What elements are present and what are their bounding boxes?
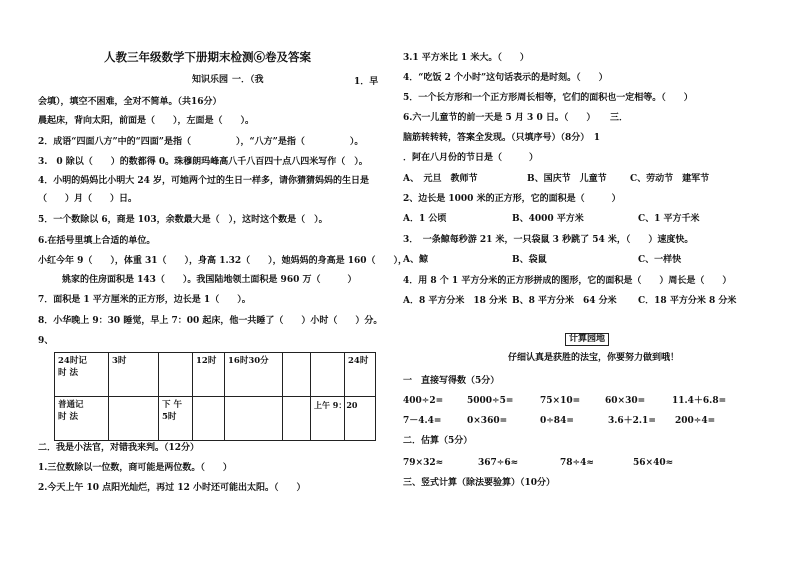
judge-4: 4．“吃饭 2 个小时”这句话表示的是时刻。（ ） [403,73,608,83]
q1-number: 1．早 [354,77,379,87]
table-cell[interactable] [159,353,193,397]
q1-line2: 晨起床，背向太阳，前面是（ ），左面是（ ）。 [38,116,255,126]
estimate-title: 二．估算（5分） [403,436,473,446]
direct-answer-item: 7－4.4= [403,416,442,426]
question-6-a: 小红今年 9（ ），体重 31（ ），身高 1.32（ ），她妈妈的身高是 160（ ）， [38,256,408,266]
section3-number: 三． [610,113,629,123]
question-9: 9、 [38,336,54,346]
question-4-a: 4．小明的妈妈比小明大 24 岁，可她两个过的生日一样多，请你猜猜妈妈的生日是 [38,176,370,186]
direct-answer-item: 0÷84= [540,416,574,426]
table-cell[interactable] [283,353,311,397]
question-2: 2．成语“四面八方”中的“四面”是指（ ），“八方”是指（ ）。 [38,137,364,147]
question-6-b: 姚家的住房面积是 143（ ）。我国陆地领土面积是 960 万（ ） [62,275,357,285]
question-3: 3. 0 除以（ ）的数都得 0。珠穆朗玛峰高八千八百四十点八四米写作（ ）。 [38,157,368,167]
table-row [55,397,376,441]
table-cell[interactable]: 16时30分 [225,353,283,397]
estimate-item: 367÷6≈ [478,458,519,468]
table-cell[interactable]: 上午 9：20 [311,397,345,441]
table-cell[interactable] [283,397,311,441]
choice-4: 4．用 8 个 1 平方分米的正方形拼成的图形，它的面积是（ ）周长是（ ） [403,276,732,286]
estimate-item: 56×40≈ [633,458,674,468]
question-5: 5．一个数除以 6，商是 103，余数最大是（ ），这时这个数是（ ）。 [38,215,328,225]
direct-answer-item: 3.6＋2.1= [608,416,656,426]
table-cell[interactable] [109,397,159,441]
choice-2-option-b[interactable]: B、4000 平方米 [512,214,584,224]
choice-2: 2、边长是 1000 米的正方形，它的面积是（ ） [403,194,621,204]
vertical-calc-title: 三、竖式计算（除法要验算）（10分） [403,478,556,488]
direct-answer-item: 11.4＋6.8= [672,396,727,406]
page-title: 人教三年级数学下册期末检测⑥卷及答案 [104,50,311,64]
section1-intro-2: 会填），填空不困难，全对不简单。（共16分） [38,97,222,107]
table-cell[interactable]: 3时 [109,353,159,397]
estimate-item: 78÷4≈ [560,458,594,468]
section1-title: 知识乐园 [192,75,229,85]
direct-answer-title: 一 直接写得数（5分） [403,376,500,386]
choice-1-option-c[interactable]: C、劳动节 建军节 [630,174,710,184]
choice-1: ．阿在八月份的节日是（ ） [403,153,539,163]
choice-4-option-b[interactable]: B、8 平方分米 64 分米 [512,296,617,306]
direct-answer-item: 60×30= [605,396,646,406]
calc-subtitle: 仔细认真是获胜的法宝，你要努力做到哦！ [508,353,680,363]
judge-6: 6.六一儿童节的前一天是 5 月 3 0 日。（ ） [403,113,596,123]
judge-3: 3.1 平方米比 1 米大。（ ） [403,53,529,63]
table-cell[interactable]: 下 午 5时 [159,397,193,441]
judge-5: 5．一个长方形和一个正方形周长相等，它们的面积也一定相等。（ ） [403,93,693,103]
choice-1-option-a[interactable]: A、 元旦 教师节 [403,174,478,184]
choice-2-option-c[interactable]: C、1 平方千米 [638,214,700,224]
table-cell[interactable] [225,397,283,441]
direct-answer-item: 200÷4= [675,416,716,426]
judge-2: 2.今天上午 10 点阳光灿烂，再过 12 小时还可能出太阳。（ ） [38,483,306,493]
question-6: 6.在括号里填上合适的单位。 [38,236,156,246]
direct-answer-item: 75×10= [540,396,581,406]
table-cell[interactable] [193,397,225,441]
choice-3-option-b[interactable]: B、袋鼠 [512,255,547,265]
table-cell: 普通记 时 法 [55,397,109,441]
section3-title: 脑筋转转转，答案全发现。（只填序号）（8分） 1 [403,133,601,143]
choice-3-option-c[interactable]: C、一样快 [638,255,682,265]
calc-section-title: 计算园地 [565,333,609,346]
choice-3-option-a[interactable]: A、鲸 [403,255,428,265]
table-row [55,353,376,397]
table-cell[interactable]: 12时 [193,353,225,397]
section2-title: 二．我是小法官，对错我来判。（12分） [38,443,200,453]
table-cell[interactable] [311,353,345,397]
section1-intro: 一．（我 [232,75,264,85]
choice-4-option-c[interactable]: C．18 平方分米 8 分米 [638,296,737,306]
estimate-item: 79×32≈ [403,458,444,468]
choice-1-option-b[interactable]: B、国庆节 儿童节 [527,174,607,184]
direct-answer-item: 0×360= [467,416,508,426]
judge-1: 1.三位数除以一位数，商可能是两位数。（ ） [38,463,232,473]
time-conversion-table [54,352,376,441]
table-cell: 24时记 时 法 [55,353,109,397]
question-7: 7．面积是 1 平方厘米的正方形，边长是 1（ ）。 [38,295,251,305]
direct-answer-item: 400÷2= [403,396,444,406]
choice-4-option-a[interactable]: A．8 平方分米 18 分米 [403,296,508,306]
choice-3: 3． 一条鲸每秒游 21 米，一只袋鼠 3 秒跳了 54 米，（ ）速度快。 [403,235,694,245]
choice-2-option-a[interactable]: A．1 公顷 [403,214,447,224]
question-8: 8．小华晚上 9：30 睡觉，早上 7：00 起床，他一共睡了（ ）小时（ ）分。 [38,316,383,326]
question-4-b: （ ）月（ ）日。 [38,194,138,204]
table-cell[interactable]: 24时 [345,353,376,397]
direct-answer-item: 5000÷5= [467,396,514,406]
